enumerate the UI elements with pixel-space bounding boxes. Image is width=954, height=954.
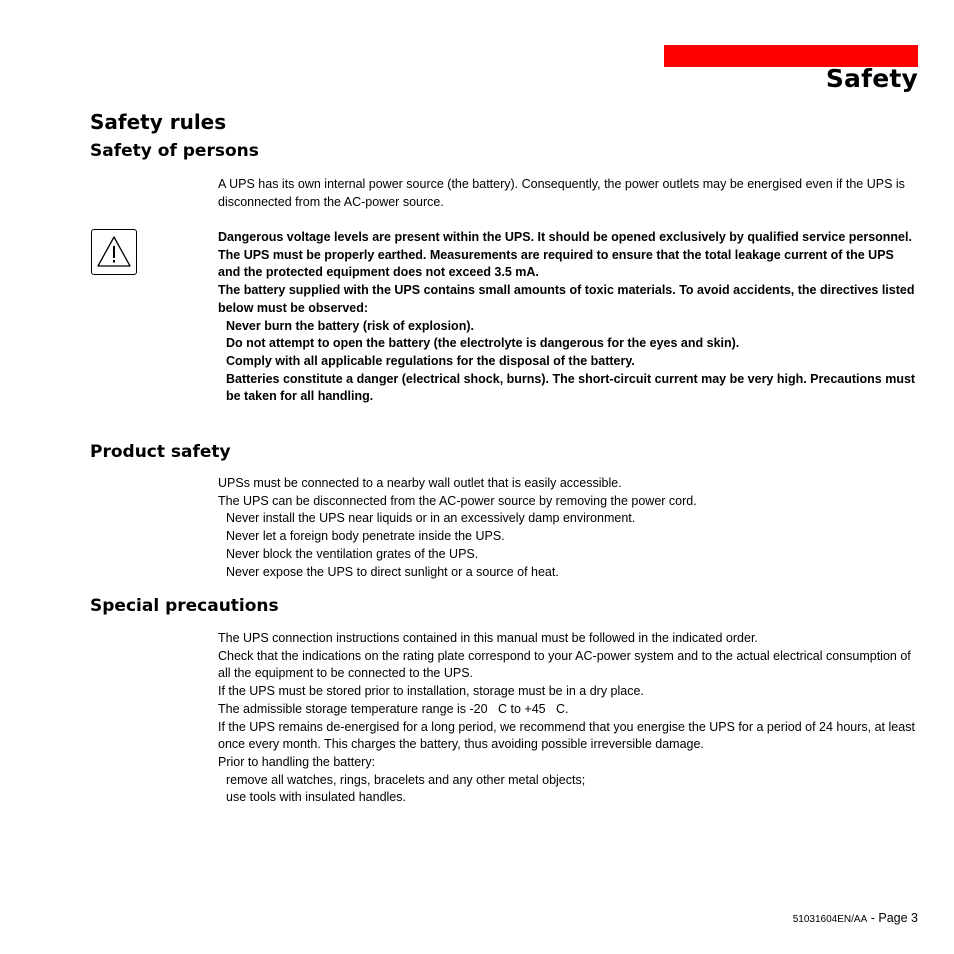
paragraph: The UPS can be disconnected from the AC-power source by removing the power cord.: [218, 493, 697, 508]
warning-list-item: Comply with all applicable regulations for the disposal of the battery.: [226, 353, 635, 368]
paragraph: UPSs must be connected to a nearby wall outlet that is easily accessible.: [218, 476, 622, 490]
page-footer: [793, 911, 918, 925]
warning-paragraph: Dangerous voltage levels are present within the UPS. It should be opened exclusively by qualified service personnel.: [218, 230, 912, 244]
warning-list-item: Batteries constitute a danger (electrical shock, burns). The short-circuit current may be very high. Precautions must be taken for all handling.: [226, 371, 916, 404]
list-item: remove all watches, rings, bracelets and any other metal objects;: [226, 772, 586, 787]
paragraph: Prior to handling the battery:: [218, 754, 376, 769]
list-item: Never expose the UPS to direct sunlight or a source of heat.: [226, 564, 559, 579]
product-safety-text: [218, 475, 918, 581]
paragraph: Check that the indications on the rating plate correspond to your AC-power system and to the actual electrical consumption of all the equipment to be connected to the UPS.: [218, 648, 911, 681]
persons-warnings: [218, 229, 918, 406]
list-item: Never install the UPS near liquids or in an excessively damp environment.: [226, 511, 636, 526]
section-title: Safety rules: [90, 110, 227, 134]
warning-box: [91, 229, 137, 275]
list-item: Never block the ventilation grates of the UPS.: [226, 546, 479, 561]
warning-paragraph: The UPS must be properly earthed. Measurements are required to ensure that the total leakage current of the UPS and the protected equipment does not exceed 3.5 mA.: [218, 247, 894, 280]
warning-triangle-icon: [96, 235, 132, 269]
paragraph: A UPS has its own internal power source (the battery). Consequently, the power outlets may be energised even if the UPS is disconnected from the AC-power source.: [218, 177, 905, 209]
paragraph: The UPS connection instructions contained in this manual must be followed in the indicated order.: [218, 631, 758, 645]
special-precautions-text: [218, 630, 918, 807]
subsection-title-product: Product safety: [90, 442, 231, 462]
warning-paragraph: The battery supplied with the UPS contains small amounts of toxic materials. To avoid accidents, the directives listed below must be observed:: [218, 283, 915, 315]
list-item: Never let a foreign body penetrate inside the UPS.: [226, 529, 505, 544]
warning-list-item: Never burn the battery (risk of explosion).: [226, 318, 474, 333]
page-title: Safety: [825, 64, 918, 93]
subsection-title-special: Special precautions: [90, 596, 279, 616]
paragraph: If the UPS must be stored prior to installation, storage must be in a dry place.: [218, 684, 644, 699]
subsection-title-persons: Safety of persons: [90, 141, 259, 161]
document-code: 51031604EN/AA: [792, 914, 868, 925]
persons-intro: [218, 176, 918, 211]
list-item: use tools with insulated handles.: [226, 790, 406, 805]
warning-list-item: Do not attempt to open the battery (the electrolyte is dangerous for the eyes and skin).: [226, 336, 740, 351]
page-number: - Page 3: [867, 911, 918, 925]
paragraph: The admissible storage temperature range is -20 C to +45 C.: [218, 701, 569, 716]
paragraph: If the UPS remains de-energised for a long period, we recommend that you energise the UPS for a period of 24 hours, at least once every month. This charges the battery, thus avoiding possible irreversible damage.: [218, 719, 915, 752]
